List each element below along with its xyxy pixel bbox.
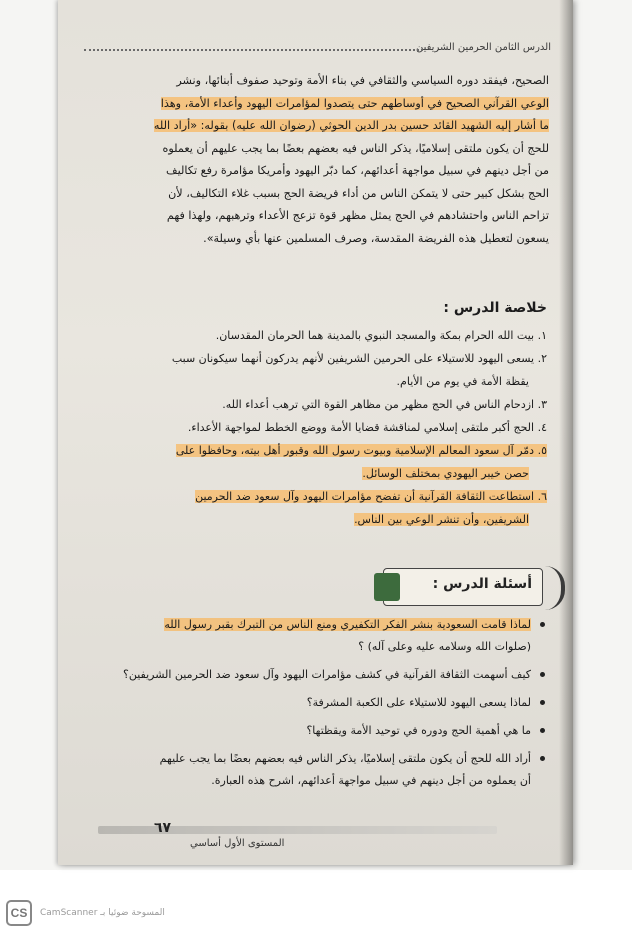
page-footer [98, 822, 557, 858]
questions-list [78, 614, 547, 798]
page-edge-shadow [559, 0, 573, 865]
question-item: أن يعملوه من أجل دينهم في سبيل مواجهة أعدائهم، اشرح هذه العبارة. [211, 774, 531, 787]
intro-paragraph [82, 70, 549, 250]
book-page [58, 0, 573, 865]
intro-line: من أجل دينهم في سبيل مواجهة أعدائهم، كما دبّر اليهود وأمريكا مؤامرة رفع تكاليف [166, 164, 549, 177]
intro-line: للحج أن يكون ملتقى إسلاميًا، يذكر الناس فيه بعضهم بعضًا بما يجب عليهم أن يعملوه [162, 141, 549, 155]
question-item: (صلوات الله وسلامه عليه وعلى آله) ؟ [358, 640, 531, 653]
intro-line: الوعي القرآني الصحيح في أوساطهم حتى يتصدوا لمؤامرات اليهود وأعداء الأمة، وهذا [160, 96, 549, 110]
summary-item: ٦. استطاعت الثقافة القرآنية أن تفضح مؤامرات اليهود وآل سعود ضد الحرمين [195, 490, 547, 503]
summary-item: حصن خيبر اليهودي بمختلف الوسائل. [362, 467, 529, 480]
bullet-icon [540, 672, 545, 677]
intro-line: الحج بشكل كبير حتى لا يتمكن الناس من أداء فريضة الحج بسبب غلاء التكاليف، لأن [168, 186, 549, 200]
summary-item: ١. بيت الله الحرام بمكة والمسجد النبوي بالمدينة هما الحرمان المقدسان. [215, 329, 547, 342]
header-dotted-rule [84, 49, 423, 51]
running-header-title: الدرس الثامن الحرمين الشريفين [415, 42, 551, 53]
question-item: لماذا قامت السعودية بنشر الفكر التكفيري ومنع الناس من التبرك بقبر رسول الله [78, 614, 547, 636]
summary-list [78, 324, 547, 531]
page-number: ٦٧ [154, 820, 172, 836]
summary-title: خلاصة الدرس : [443, 300, 547, 316]
question-item: أراد الله للحج أن يكون ملتقى إسلاميًا، يذكر الناس فيه بعضهم بعضًا بما يجب عليهم [78, 748, 547, 770]
questions-title: أسئلة الدرس : [432, 576, 532, 592]
bullet-icon [540, 622, 545, 627]
intro-line: ما أشار إليه الشهيد القائد حسين بدر الدين الحوثي (رضوان الله عليه) بقوله: «أراد الله [153, 119, 549, 132]
camscanner-caption: CamScanner المسوحة ضوئيا بـ [40, 908, 165, 918]
question-spacer [78, 792, 547, 798]
summary-item: ٤. الحج أكبر ملتقى إسلامي لمناقشة قضايا الأمة ووضع الخطط لمواجهة الأعداء. [187, 421, 547, 434]
camscanner-logo: CS [6, 900, 32, 926]
bullet-icon [540, 700, 545, 705]
title-tab-decoration [374, 573, 400, 601]
summary-item: يقظة الأمة في يوم من الأيام. [396, 375, 529, 388]
intro-line: يسعون لتعطيل هذه الفريضة المقدسة، وصرف المسلمين عنها بأي وسيلة». [203, 231, 549, 245]
bullet-icon [540, 756, 545, 761]
summary-item: الشريفين، وأن تنشر الوعي بين الناس. [354, 513, 529, 526]
question-item: كيف أسهمت الثقافة القرآنية في كشف مؤامرات اليهود وآل سعود ضد الحرمين الشريفين؟ [78, 664, 547, 686]
intro-line: الصحيح، فيفقد دوره السياسي والثقافي في بناء الأمة وتوحيد صفوف أبنائها، ونشر [176, 74, 549, 87]
questions-title-box [383, 568, 543, 606]
running-header [84, 40, 551, 58]
summary-item: ٣. ازدحام الناس في الحج مظهر من مظاهر القوة التي ترهب أعداء الله. [222, 398, 547, 411]
summary-item: ٢. يسعى اليهود للاستيلاء على الحرمين الشريفين لأنهم يدركون أنهما سيكونان سبب [171, 352, 547, 365]
question-item: لماذا يسعى اليهود للاستيلاء على الكعبة المشرفة؟ [78, 692, 547, 714]
intro-line: تزاحم الناس واحتشادهم في الحج يمثل مظهر قوة تزعج الأعداء وترهبهم، ولهذا فهم [166, 209, 549, 222]
footer-level-label: المستوى الأول أساسي [190, 838, 285, 849]
bullet-icon [540, 728, 545, 733]
question-item: ما هي أهمية الحج ودوره في توحيد الأمة ويقظتها؟ [78, 720, 547, 742]
summary-item: ٥. دمّر آل سعود المعالم الإسلامية وبيوت رسول الله وقبور أهل بيته، وحافظوا على [175, 444, 547, 457]
